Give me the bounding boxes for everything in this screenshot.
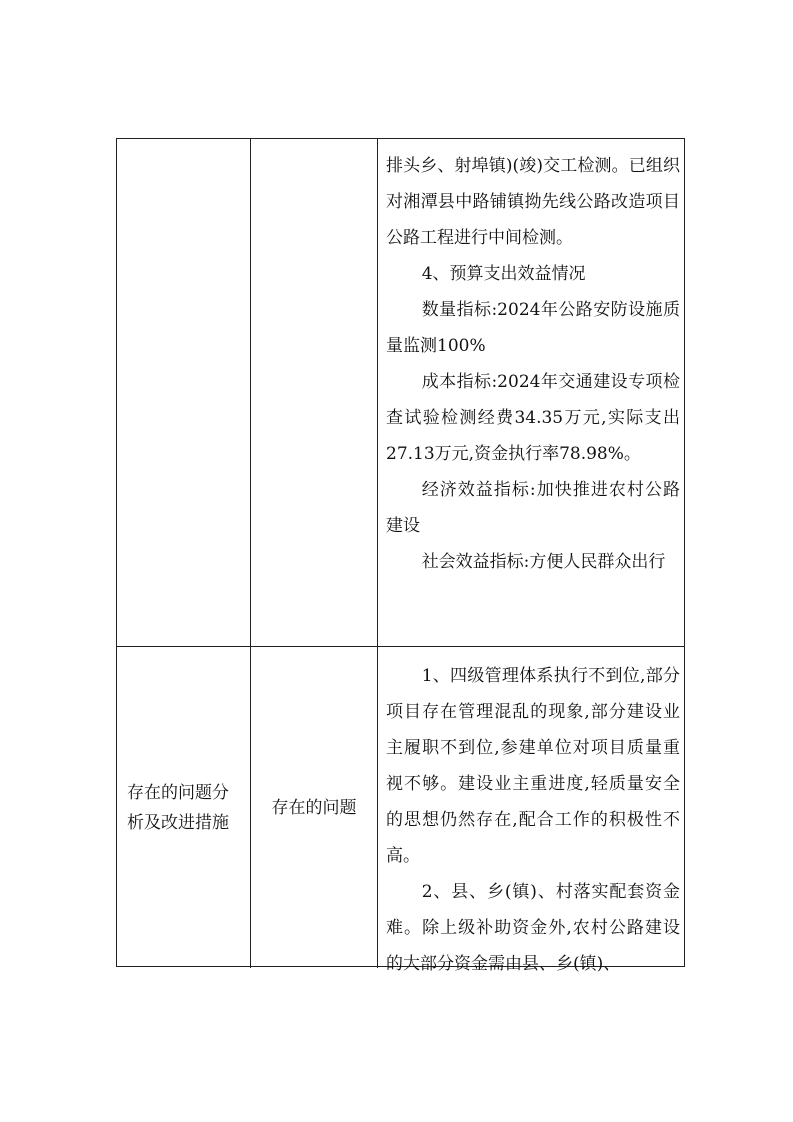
content-text <box>386 658 680 982</box>
subcategory-cell <box>251 139 378 646</box>
category-label: 存在的问题分析及改进措施 <box>127 782 229 833</box>
paragraph: 1、四级管理体系执行不到位,部分项目存在管理混乱的现象,部分建设业主履职不到位,参建单位对项目质量重视不够。建设业主重进度,轻质量安全的思想仍然存在,配合工作的积极性不高。 <box>386 666 680 866</box>
paragraph: 数量指标:2024年公路安防设施质量监测100% <box>386 300 680 356</box>
subcategory-cell <box>251 647 378 968</box>
content-cell <box>378 647 686 974</box>
table-row <box>117 647 684 974</box>
category-cell <box>117 139 251 646</box>
paragraph: 经济效益指标:加快推进农村公路建设 <box>386 480 680 536</box>
paragraph: 2、县、乡(镇)、村落实配套资金难。除上级补助资金外,农村公路建设的大部分资金需由县、乡(镇)、 <box>386 882 680 974</box>
paragraph: 成本指标:2024年交通建设专项检查试验检测经费34.35万元,实际支出27.13万元,资金执行率78.98%。 <box>386 372 680 464</box>
paragraph: 排头乡、射埠镇)(竣)交工检测。已组织对湘潭县中路铺镇拗先线公路改造项目公路工程进行中间检测。 <box>386 156 680 248</box>
category-cell <box>117 647 251 968</box>
content-cell <box>378 139 686 646</box>
content-text <box>386 148 680 580</box>
paragraph: 社会效益指标:方便人民群众出行 <box>421 552 666 572</box>
subcategory-label: 存在的问题 <box>271 797 357 818</box>
table-row <box>117 139 684 647</box>
paragraph: 4、预算支出效益情况 <box>421 264 586 284</box>
report-table <box>116 138 685 974</box>
